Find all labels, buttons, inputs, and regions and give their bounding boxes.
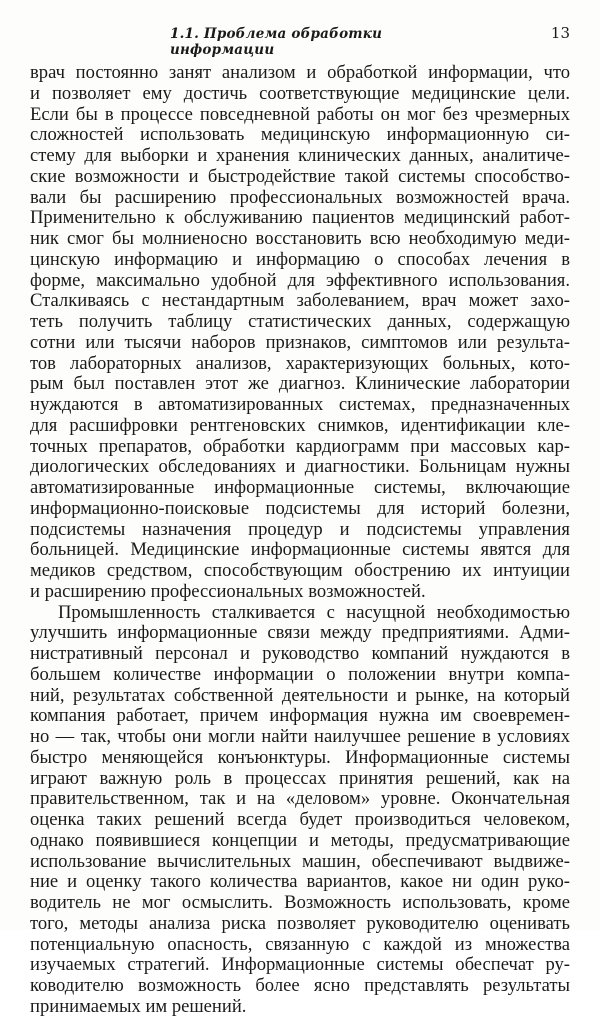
text-line: теть получить таблицу статистических данных, содержащую bbox=[30, 311, 570, 332]
text-line: правительственном, так и на «деловом» уровне. Окончательная bbox=[30, 788, 570, 810]
text-line: подсистемы назначения процедур и подсистемы управления bbox=[30, 518, 570, 540]
text-line: Применительно к обслуживанию пациентов медицинский работ- bbox=[30, 207, 570, 229]
text-line: принимаемых им решений. bbox=[30, 995, 247, 1017]
text-line: диологических обследованиях и диагностики. Больницам нужны bbox=[30, 456, 570, 478]
text-line: компания работает, причем информация нужна им своевремен- bbox=[30, 705, 570, 727]
text-line: ководителю возможность более ясно представлять результаты bbox=[30, 975, 570, 996]
text-line: ские возможности и быстродействие такой системы способство- bbox=[30, 165, 570, 187]
text-line: врач постоянно занят анализом и обработкой информации, что bbox=[30, 62, 570, 83]
text-line: медиков средством, способствующим обострению их интуиции bbox=[30, 560, 570, 581]
running-head: 1.1. Проблема обработки информации bbox=[170, 26, 383, 58]
text-line: рым был поставлен этот же диагноз. Клинические лаборатории bbox=[30, 373, 570, 395]
text-line: того, методы анализа риска позволяет руководителю оценивать bbox=[30, 912, 570, 934]
text-line: играют важную роль в процессах принятия решений, как на bbox=[30, 767, 570, 789]
text-line: стему для выборки и хранения клинических данных, аналитиче- bbox=[30, 145, 570, 166]
text-line: ник смог бы молниеносно восстановить всю необходимую меди- bbox=[30, 228, 570, 249]
text-line: информационно-поисковые подсистемы для историй болезни, bbox=[30, 497, 570, 519]
text-line: Если бы в процессе повседневной работы он мог без чрезмерных bbox=[30, 103, 570, 125]
text-line: быстро меняющейся конъюнктуры. Информационные системы bbox=[30, 746, 570, 768]
text-line: изучаемых стратегий. Информационные системы обеспечат ру- bbox=[30, 954, 570, 976]
text-line: но — так, чтобы они могли найти наилучшее решение в условиях bbox=[30, 726, 570, 747]
text-line: и расширению профессиональных возможностей. bbox=[30, 580, 426, 602]
text-line: большем количестве информации о положении внутри компа- bbox=[30, 663, 570, 685]
text-line: потенциальную опасность, связанную с каждой из множества bbox=[30, 933, 570, 955]
text-line: цинскую информацию и информацию о способах лечения в bbox=[30, 248, 570, 270]
body-text bbox=[30, 63, 570, 1018]
page-number: 13 bbox=[550, 24, 570, 42]
text-line: водитель не мог осмыслить. Возможность использовать, кроме bbox=[30, 892, 570, 913]
text-line: форме, максимально удобной для эффективного использования. bbox=[30, 269, 570, 291]
text-line: для расшифровки рентгеновских снимков, идентификации кле- bbox=[30, 414, 570, 436]
text-line: улучшить информационные связи между предприятиями. Адми- bbox=[30, 622, 570, 644]
text-line: нуждаются в автоматизированных системах, предназначенных bbox=[30, 394, 570, 415]
text-line: ние и оценку такого количества вариантов, какое ни один руко- bbox=[30, 871, 570, 893]
text-line: оценка таких решений всегда будет производиться человеком, bbox=[30, 809, 570, 830]
text-line: нистративный персонал и руководство компаний нуждаются в bbox=[30, 643, 570, 664]
text-line: ний, результатах собственной деятельности и рынке, на который bbox=[30, 684, 570, 706]
paragraph-medicine bbox=[30, 63, 570, 603]
text-line: однако появившиеся концепции и методы, предусматривающие bbox=[30, 829, 570, 851]
text-line: вали бы расширению профессиональных возможностей врача. bbox=[30, 186, 570, 208]
text-line: сложностей использовать медицинскую информационную си- bbox=[30, 124, 570, 146]
paragraph-industry bbox=[30, 603, 570, 1018]
text-line: тов лабораторных анализов, характеризующих больных, кото- bbox=[30, 352, 570, 374]
text-line: больницей. Медицинские информационные системы явятся для bbox=[30, 539, 570, 561]
text-line: Сталкиваясь с нестандартным заболеванием, врач может захо- bbox=[30, 290, 570, 312]
text-line: Промышленность сталкивается с насущной необходимостью bbox=[58, 601, 570, 623]
text-line: и позволяет ему достичь соответствующие медицинские цели. bbox=[30, 82, 570, 104]
text-line: использование вычислительных машин, обеспечивают выдвиже- bbox=[30, 850, 570, 872]
text-line: точных препаратов, обработки кардиограмм при массовых кар- bbox=[30, 435, 570, 457]
text-line: сотни или тысячи наборов признаков, симптомов или результа- bbox=[30, 331, 570, 353]
text-line: автоматизированные информационные системы, включающие bbox=[30, 477, 570, 498]
